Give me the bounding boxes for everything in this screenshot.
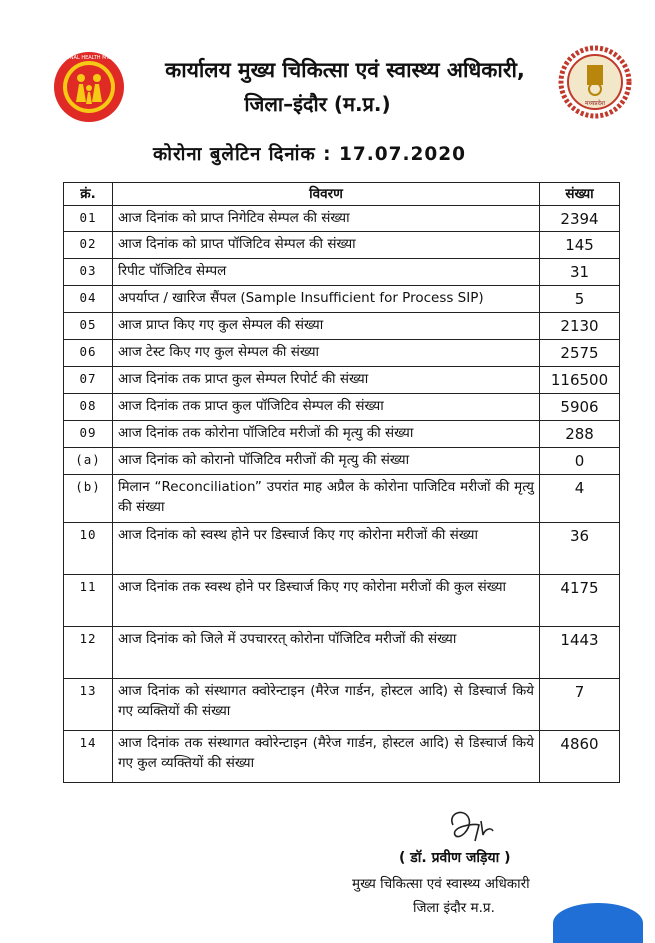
table-row xyxy=(64,523,620,575)
office-title: कार्यालय मुख्य चिकित्सा एवं स्वास्थ्य अधिकारी, xyxy=(165,58,525,82)
table-row xyxy=(64,286,620,313)
table-row xyxy=(64,232,620,259)
row-count: 2130 xyxy=(540,313,620,340)
row-description: आज दिनांक तक प्राप्त कुल पॉजिटिव सेम्पल की संख्या xyxy=(112,394,539,421)
signatory-name: ( डॉ. प्रवीण जड़िया ) xyxy=(399,850,511,866)
nhm-logo-text: NATIONAL HEALTH MISSION xyxy=(54,55,124,61)
row-serial: (a) xyxy=(64,448,113,475)
table-row xyxy=(64,421,620,448)
row-serial: 09 xyxy=(64,421,113,448)
row-serial: 10 xyxy=(64,523,113,575)
row-serial: 11 xyxy=(64,575,113,627)
corner-blue-shape xyxy=(553,903,643,943)
table-row xyxy=(64,340,620,367)
row-serial: 06 xyxy=(64,340,113,367)
row-count: 1443 xyxy=(540,627,620,679)
table-row xyxy=(64,627,620,679)
row-count: 145 xyxy=(540,232,620,259)
row-count: 288 xyxy=(540,421,620,448)
row-count: 4860 xyxy=(540,731,620,783)
table-row xyxy=(64,313,620,340)
row-description: आज दिनांक तक संस्थागत क्वोरेन्टाइन (मैरेज गार्डन, होस्टल आदि) से डिस्चार्ज किये गए कुल व्यक्तियों की संख्या xyxy=(112,731,539,783)
col-header-serial: क्रं. xyxy=(64,183,113,206)
row-count: 4 xyxy=(540,475,620,523)
signatory-designation: मुख्य चिकित्सा एवं स्वास्थ्य अधिकारी xyxy=(352,876,530,892)
col-header-description: विवरण xyxy=(112,183,539,206)
district-title: जिला–इंदौर (म.प्र.) xyxy=(244,92,391,116)
row-count: 2575 xyxy=(540,340,620,367)
row-description: आज दिनांक को संस्थागत क्वोरेन्टाइन (मैरेज गार्डन, होस्टल आदि) से डिस्चार्ज किये गए व्यक्तियों की संख्या xyxy=(112,679,539,731)
mp-logo-text: मध्यप्रदेश xyxy=(584,100,606,107)
row-serial: 04 xyxy=(64,286,113,313)
row-description: आज टेस्ट किए गए कुल सेम्पल की संख्या xyxy=(112,340,539,367)
row-count: 36 xyxy=(540,523,620,575)
col-header-count: संख्या xyxy=(540,183,620,206)
row-serial: 08 xyxy=(64,394,113,421)
row-description: आज दिनांक तक स्वस्थ होने पर डिस्चार्ज किए गए कोरोना मरीजों की कुल संख्या xyxy=(112,575,539,627)
table-row xyxy=(64,259,620,286)
row-count: 31 xyxy=(540,259,620,286)
table-row xyxy=(64,679,620,731)
row-serial: 01 xyxy=(64,206,113,232)
row-description: मिलान “Reconciliation” उपरांत माह अप्रैल के कोरोना पाजिटिव मरीजों की मृत्यु की संख्या xyxy=(112,475,539,523)
row-serial: 05 xyxy=(64,313,113,340)
row-description: रिपीट पॉजिटिव सेम्पल xyxy=(112,259,539,286)
row-description: आज प्राप्त किए गए कुल सेम्पल की संख्या xyxy=(112,313,539,340)
bulletin-date-title: कोरोना बुलेटिन दिनांक : 17.07.2020 xyxy=(153,144,466,165)
row-description: आज दिनांक को प्राप्त पॉजिटिव सेम्पल की संख्या xyxy=(112,232,539,259)
signatory-place: जिला इंदौर म.प्र. xyxy=(413,900,495,916)
row-serial: 07 xyxy=(64,367,113,394)
row-serial: 02 xyxy=(64,232,113,259)
row-serial: (b) xyxy=(64,475,113,523)
row-serial: 14 xyxy=(64,731,113,783)
row-description: आज दिनांक को कोरानो पॉजिटिव मरीजों की मृत्यु की संख्या xyxy=(112,448,539,475)
table-row xyxy=(64,475,620,523)
signature-scribble xyxy=(445,805,500,850)
row-serial: 13 xyxy=(64,679,113,731)
row-description: आज दिनांक को प्राप्त निगेटिव सेम्पल की संख्या xyxy=(112,206,539,232)
table-row xyxy=(64,206,620,232)
row-count: 5 xyxy=(540,286,620,313)
row-description: आज दिनांक तक कोरोना पॉजिटिव मरीजों की मृत्यु की संख्या xyxy=(112,421,539,448)
table-header-row xyxy=(64,183,620,206)
row-description: आज दिनांक को जिले में उपचाररत् कोरोना पॉजिटिव मरीजों की संख्या xyxy=(112,627,539,679)
table-row xyxy=(64,367,620,394)
row-count: 5906 xyxy=(540,394,620,421)
row-serial: 12 xyxy=(64,627,113,679)
bulletin-table xyxy=(63,182,620,783)
row-count: 7 xyxy=(540,679,620,731)
row-description: आज दिनांक तक प्राप्त कुल सेम्पल रिपोर्ट की संख्या xyxy=(112,367,539,394)
row-count: 4175 xyxy=(540,575,620,627)
table-row xyxy=(64,448,620,475)
row-count: 2394 xyxy=(540,206,620,232)
row-serial: 03 xyxy=(64,259,113,286)
row-description: अपर्याप्त / खारिज सैंपल (Sample Insufficient for Process SIP) xyxy=(112,286,539,313)
row-description: आज दिनांक को स्वस्थ होने पर डिस्चार्ज किए गए कोरोना मरीजों की संख्या xyxy=(112,523,539,575)
table-row xyxy=(64,394,620,421)
table-row xyxy=(64,731,620,783)
row-count: 0 xyxy=(540,448,620,475)
row-count: 116500 xyxy=(540,367,620,394)
table-row xyxy=(64,575,620,627)
